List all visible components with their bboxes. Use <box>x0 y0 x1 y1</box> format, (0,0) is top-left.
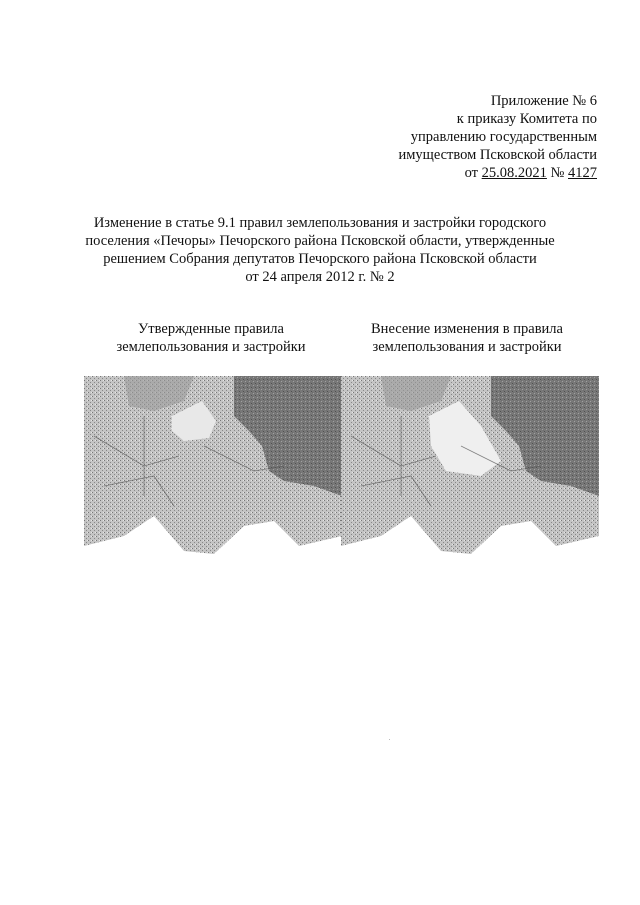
title-line-3: решением Собрания депутатов Печорского района Псковской области <box>103 251 537 267</box>
map-approved-image <box>84 376 342 568</box>
caption-left-line-1: Утвержденные правила <box>138 321 284 337</box>
map-amended <box>341 376 599 568</box>
appendix-line-1: Приложение № 6 <box>490 93 597 109</box>
title-line-2: поселения «Печоры» Печорского района Псковской области, утвержденные <box>85 233 555 249</box>
appendix-line-3: управлению государственным <box>410 129 597 145</box>
order-date: 25.08.2021 <box>481 165 547 181</box>
caption-approved-rules <box>76 320 346 356</box>
map-amended-image <box>341 376 599 568</box>
title-line-4: от 24 апреля 2012 г. № 2 <box>245 269 395 285</box>
map-approved <box>84 376 342 568</box>
document-title <box>60 214 580 286</box>
date-prefix: от <box>464 165 482 181</box>
caption-right-line-2: землепользования и застройки <box>372 339 562 355</box>
title-line-1: Изменение в статье 9.1 правил землепользования и застройки городского <box>93 215 547 231</box>
appendix-header <box>398 92 597 182</box>
appendix-order-line <box>398 164 597 182</box>
scan-speck <box>389 739 390 740</box>
number-prefix: № <box>546 165 568 181</box>
caption-right-line-1: Внесение изменения в правила <box>371 321 563 337</box>
caption-amended-rules <box>332 320 602 356</box>
caption-left-line-2: землепользования и застройки <box>116 339 306 355</box>
appendix-line-4: имуществом Псковской области <box>398 147 597 163</box>
order-number: 4127 <box>568 165 597 181</box>
appendix-line-2: к приказу Комитета по <box>456 111 597 127</box>
